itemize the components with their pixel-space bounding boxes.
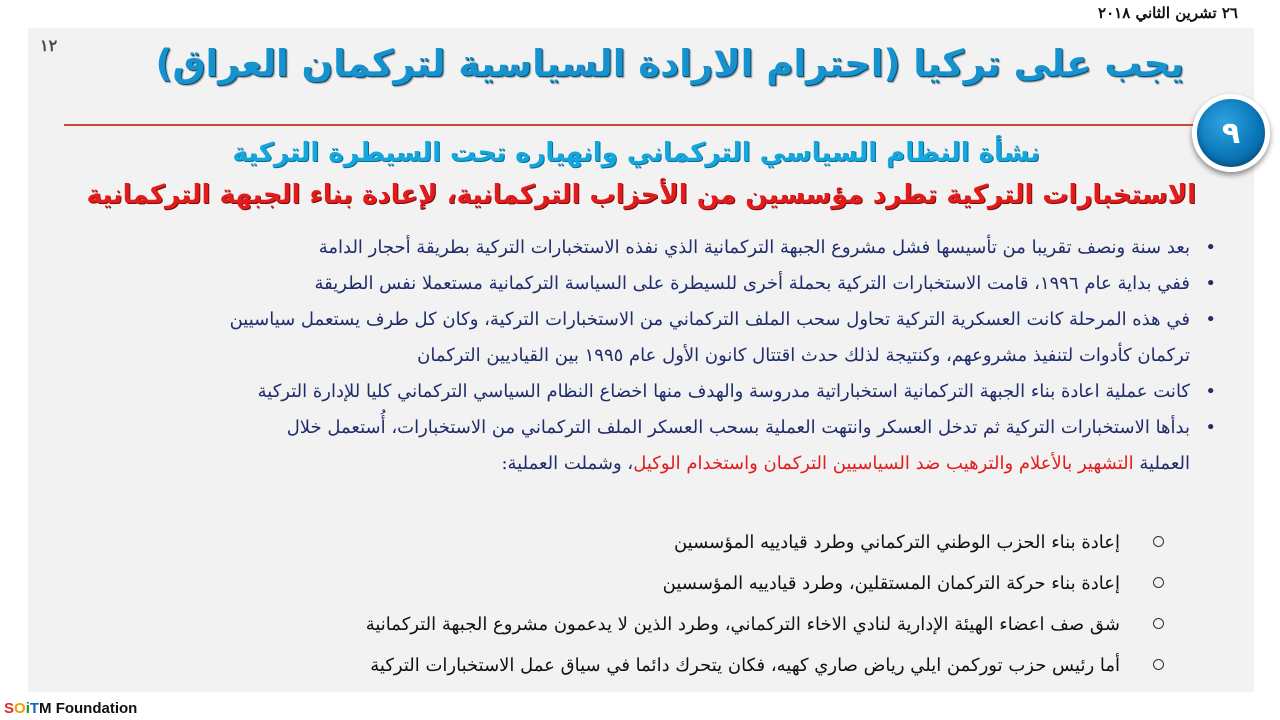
sub-list-item (120, 563, 1180, 604)
sub-bullet-text: إعادة بناء الحزب الوطني التركماني وطرد قيادييه المؤسسين (673, 532, 1120, 553)
bullet-text: ففي بداية عام ١٩٩٦، قامت الاستخبارات التركية بحملة أخرى للسيطرة على السياسة التركمانية مستعملا نفس الطريقة (314, 273, 1190, 294)
subtitle-secondary: الاستخبارات التركية تطرد مؤسسين من الأحزاب التركمانية، لإعادة بناء الجبهة التركمانية (86, 180, 1196, 210)
section-number-badge (1192, 94, 1270, 172)
slide-date: ٢٦ تشرين الثاني ٢٠١٨ (1098, 4, 1238, 22)
brand-letter: T (29, 700, 40, 717)
brand-letter: M (39, 700, 52, 717)
bullet-dot-icon: • (1205, 417, 1216, 438)
bullet-list (66, 230, 1216, 482)
page-number: ١٢ (40, 36, 58, 55)
section-number: ٩ (1221, 115, 1241, 151)
hollow-circle-icon (1153, 536, 1164, 547)
bullet-dot-icon: • (1205, 309, 1216, 330)
hollow-circle-icon (1153, 577, 1164, 588)
list-item (66, 302, 1216, 374)
list-item (66, 230, 1216, 266)
bullet-dot-icon: • (1205, 273, 1216, 294)
bullet-text-line: تركمان كأدوات لتنفيذ مشروعهم، وكنتيجة لذلك حدث اقتتال كانون الأول عام ١٩٩٥ بين القياديين التركمان (417, 345, 1190, 366)
sub-bullet-text: أما رئيس حزب توركمن ايلي رياض صاري كهيه، فكان يتحرك دائما في سياق عمل الاستخبارات التركية (370, 655, 1120, 676)
page-title: يجب على تركيا (احترام الارادة السياسية لتركمان العراق) (155, 42, 1184, 85)
sub-list-item (120, 522, 1180, 563)
bullet-text-line-mixed (66, 446, 1190, 482)
brand-suffix: Foundation (51, 700, 138, 717)
brand-letter: i (25, 700, 30, 717)
sub-bullet-text: شق صف اعضاء الهيئة الإدارية لنادي الاخاء التركماني، وطرد الذين لا يدعمون مشروع الجبهة التركمانية (365, 614, 1120, 635)
sub-list-item (120, 604, 1180, 645)
sub-bullet-list (120, 522, 1180, 686)
list-item (66, 410, 1216, 482)
bullet-text-segment: ، وشملت العملية: (501, 453, 634, 474)
subtitle-primary: نشأة النظام السياسي التركماني وانهياره تحت السيطرة التركية (232, 138, 1040, 168)
sub-list-item (120, 645, 1180, 686)
footer-brand-logo (4, 700, 137, 717)
brand-letter: S (4, 700, 15, 717)
hollow-circle-icon (1153, 618, 1164, 629)
sub-bullet-text: إعادة بناء حركة التركمان المستقلين، وطرد قيادييه المؤسسين (662, 573, 1120, 594)
bullet-text-segment: العملية (1139, 453, 1190, 474)
bullet-dot-icon: • (1205, 381, 1216, 402)
hollow-circle-icon (1153, 659, 1164, 670)
bullet-text-line: في هذه المرحلة كانت العسكرية التركية تحاول سحب الملف التركماني من الاستخبارات التركية، وكان كل طرف يستعمل سياسيين (229, 309, 1190, 330)
title-divider (64, 124, 1210, 126)
bullet-text: بعد سنة ونصف تقريبا من تأسيسها فشل مشروع الجبهة التركمانية الذي نفذه الاستخبارات التركية بطريقة أحجار الدامة (318, 237, 1190, 258)
bullet-text-line: بدأها الاستخبارات التركية ثم تدخل العسكر وانتهت العملية بسحب العسكر الملف التركماني من الاستخبارات، أُستعمل خلال (286, 417, 1190, 438)
list-item (66, 266, 1216, 302)
list-item (66, 374, 1216, 410)
bullet-text: كانت عملية اعادة بناء الجبهة التركمانية استخباراتية مدروسة والهدف منها اخضاع النظام السياسي التركماني كليا للإدارة التركية (257, 381, 1190, 402)
bullet-dot-icon: • (1205, 237, 1216, 258)
brand-letter: O (14, 700, 26, 717)
highlighted-text: التشهير بالأعلام والترهيب ضد السياسيين التركمان واستخدام الوكيل (633, 453, 1134, 474)
